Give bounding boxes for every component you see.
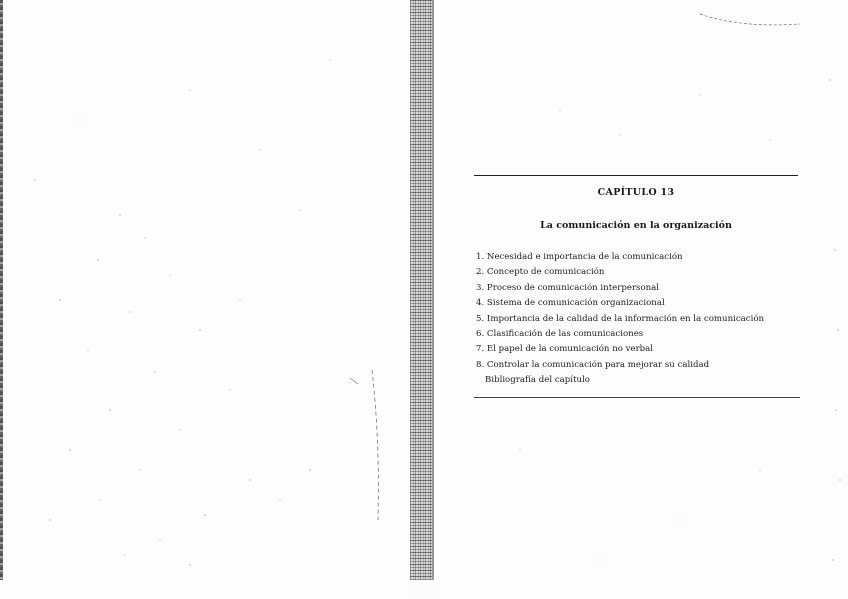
left-page-edge <box>0 0 3 580</box>
toc-item: 8. Controlar la comunicación para mejorar su calidad <box>476 359 710 370</box>
chapter-number: CAPÍTULO 13 <box>597 187 675 198</box>
toc-item: 6. Clasificación de las comunicaciones <box>476 329 644 340</box>
header-rule <box>474 175 798 176</box>
toc-bibliography: Bibliografía del capítulo <box>485 375 590 386</box>
toc-item: 7. El papel de la comunicación no verbal <box>476 344 654 355</box>
footer-rule <box>474 397 800 398</box>
toc-item: 5. Importancia de la calidad de la información en la comunicación <box>476 313 765 324</box>
book-gutter <box>410 0 432 580</box>
toc-item: 4. Sistema de comunicación organizacional <box>476 298 665 309</box>
toc-item: 3. Proceso de comunicación interpersonal <box>476 282 660 293</box>
chapter-contents-list <box>476 250 806 389</box>
left-page-blank <box>0 0 410 599</box>
chapter-title: La comunicación en la organización <box>540 220 732 231</box>
toc-item: 2. Concepto de comunicación <box>476 267 605 278</box>
toc-item: 1. Necesidad e importancia de la comunicación <box>476 252 683 262</box>
